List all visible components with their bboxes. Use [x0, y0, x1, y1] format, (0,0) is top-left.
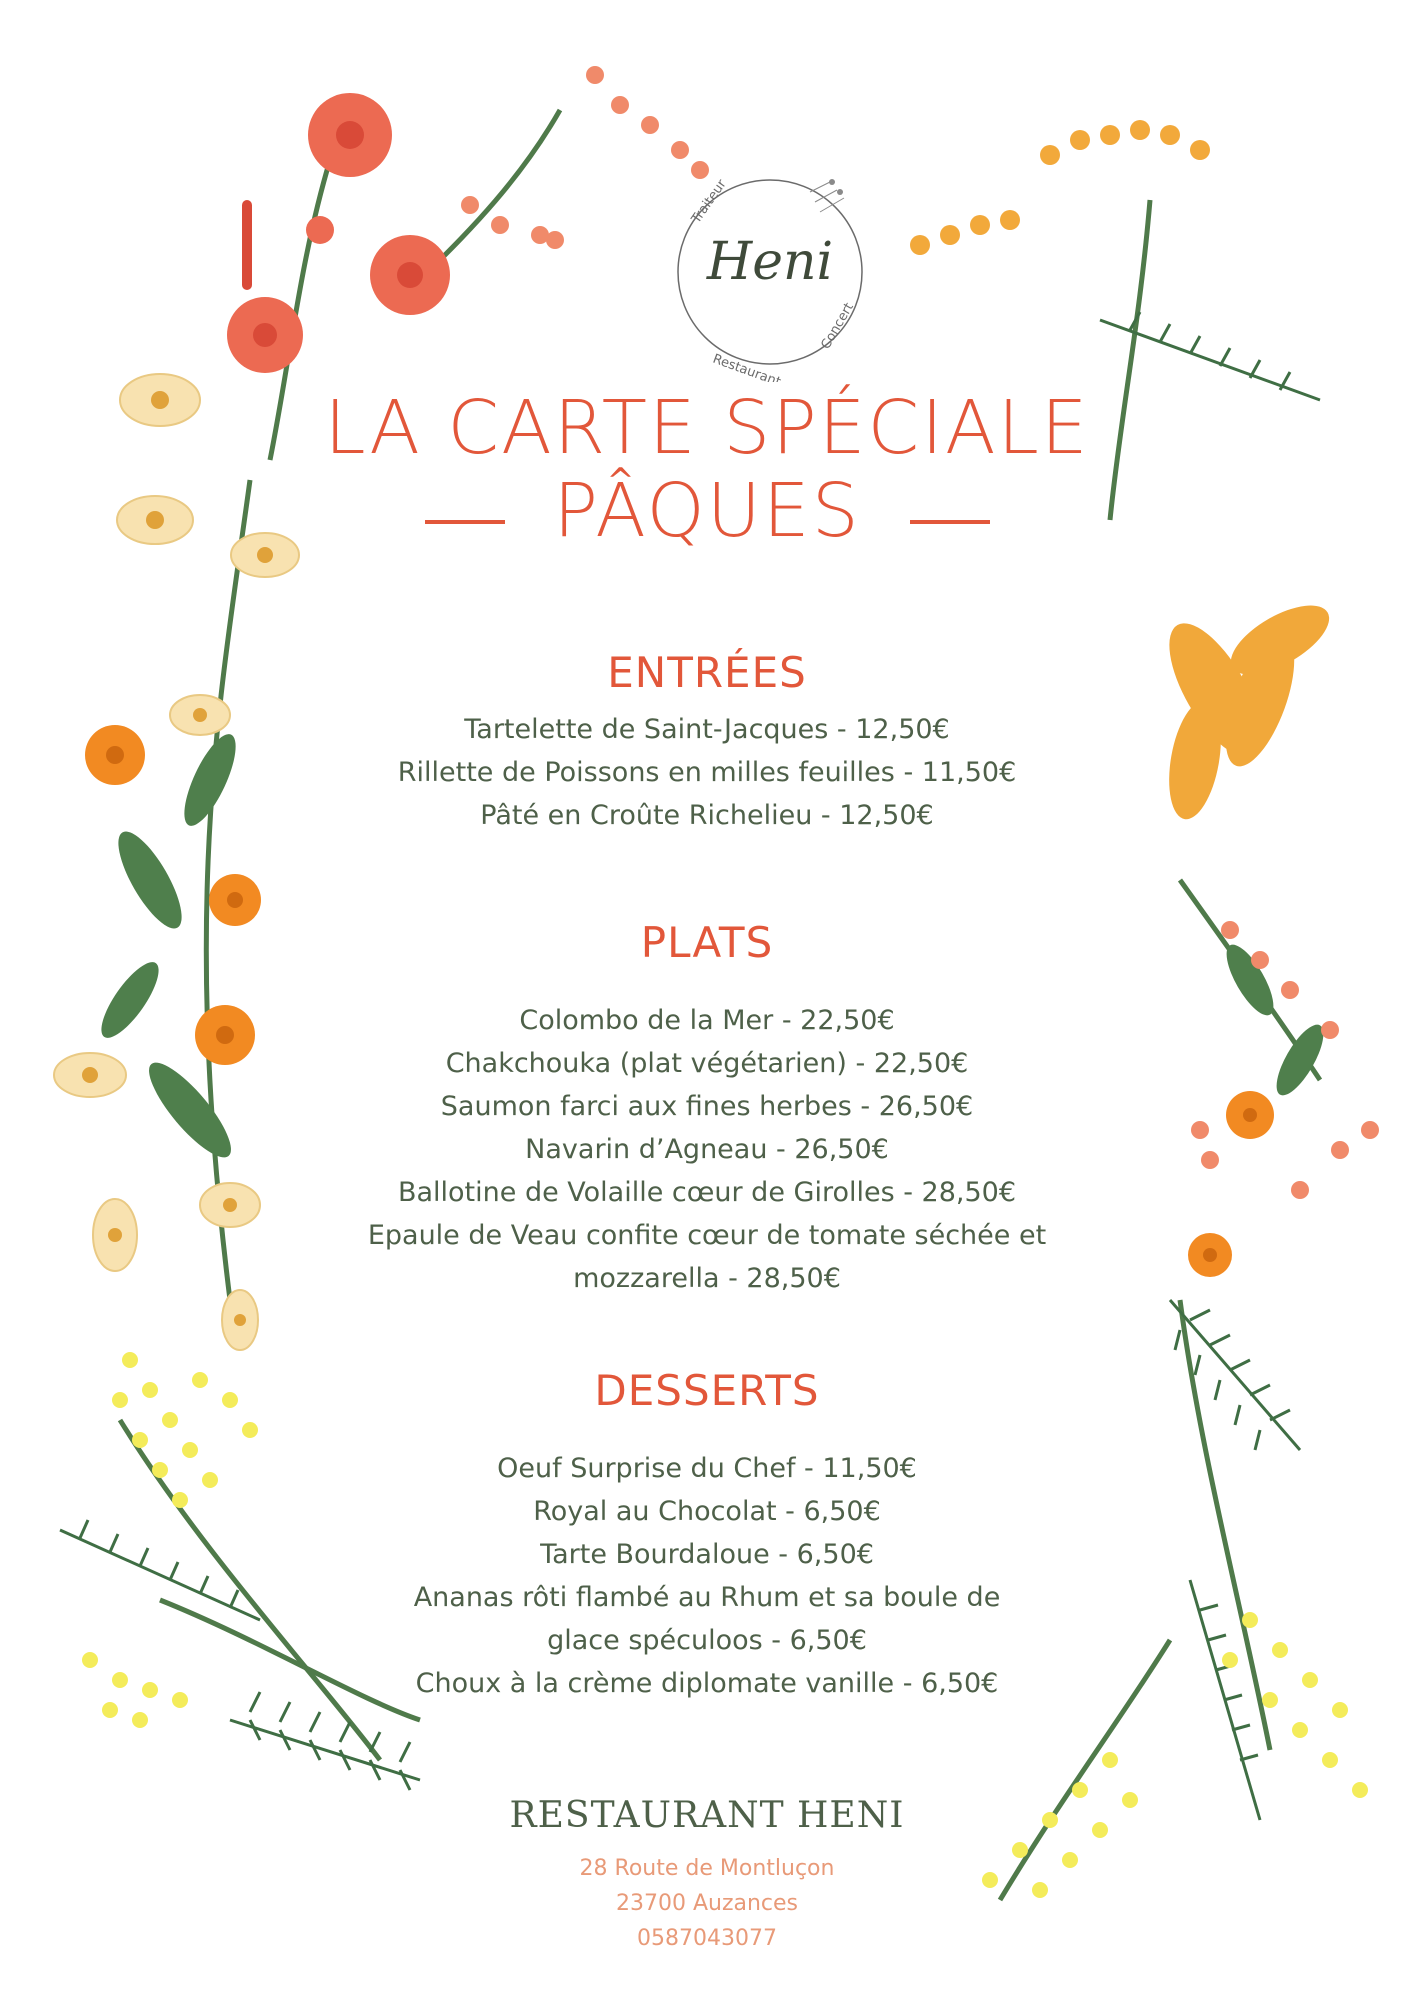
title-dash-right — [910, 520, 990, 524]
section-title-plats: PLATS — [640, 918, 774, 967]
menu-item: Epaule de Veau confite cœur de tomate séchée et — [367, 1220, 1047, 1251]
menu-item: Choux à la crème diplomate vanille - 6,50€ — [415, 1668, 999, 1699]
menu-item: glace spéculoos - 6,50€ — [547, 1625, 867, 1656]
logo-name: Heni — [706, 232, 834, 292]
footer-restaurant-name: RESTAURANT HENI — [509, 1795, 905, 1836]
footer-address-line2: 23700 Auzances — [615, 1891, 799, 1916]
logo-ring-right: Concert — [818, 300, 857, 352]
footer-address-line1: 28 Route de Montluçon — [579, 1856, 835, 1881]
menu-item: Ballotine de Volaille cœur de Girolles - 28,50€ — [397, 1177, 1017, 1208]
menu-item: Royal au Chocolat - 6,50€ — [533, 1496, 881, 1527]
items-plats — [300, 999, 1114, 1300]
menu-item: Tartelette de Saint-Jacques - 12,50€ — [464, 714, 950, 745]
menu-item: Ananas rôti flambé au Rhum et sa boule de — [413, 1582, 1001, 1613]
items-desserts — [300, 1447, 1114, 1705]
menu-item: Pâté en Croûte Richelieu - 12,50€ — [480, 800, 934, 831]
items-entrees — [300, 708, 1114, 837]
menu-item: mozzarella - 28,50€ — [573, 1263, 841, 1294]
menu-item: Navarin d’Agneau - 26,50€ — [525, 1134, 889, 1165]
footer-phone: 0587043077 — [637, 1926, 777, 1951]
menu-item: Chakchouka (plat végétarien) - 22,50€ — [445, 1048, 969, 1079]
section-title-desserts: DESSERTS — [594, 1366, 820, 1415]
menu-item: Colombo de la Mer - 22,50€ — [519, 1005, 895, 1036]
section-title-entrees: ENTRÉES — [607, 648, 807, 697]
title-dash-left — [425, 520, 505, 524]
logo — [660, 162, 880, 382]
menu-item: Oeuf Surprise du Chef - 11,50€ — [497, 1453, 917, 1484]
logo-ring-top: Traiteur — [688, 177, 730, 227]
menu-item: Rillette de Poissons en milles feuilles - 11,50€ — [397, 757, 1017, 788]
page-title-line1: LA CARTE SPÉCIALE — [324, 385, 1090, 471]
menu-item: Tarte Bourdaloue - 6,50€ — [540, 1539, 874, 1570]
page-title-line2: PÂQUES — [553, 468, 861, 554]
menu-item: Saumon farci aux fines herbes - 26,50€ — [440, 1091, 974, 1122]
logo-ring-bottom: Restaurant — [710, 351, 783, 382]
